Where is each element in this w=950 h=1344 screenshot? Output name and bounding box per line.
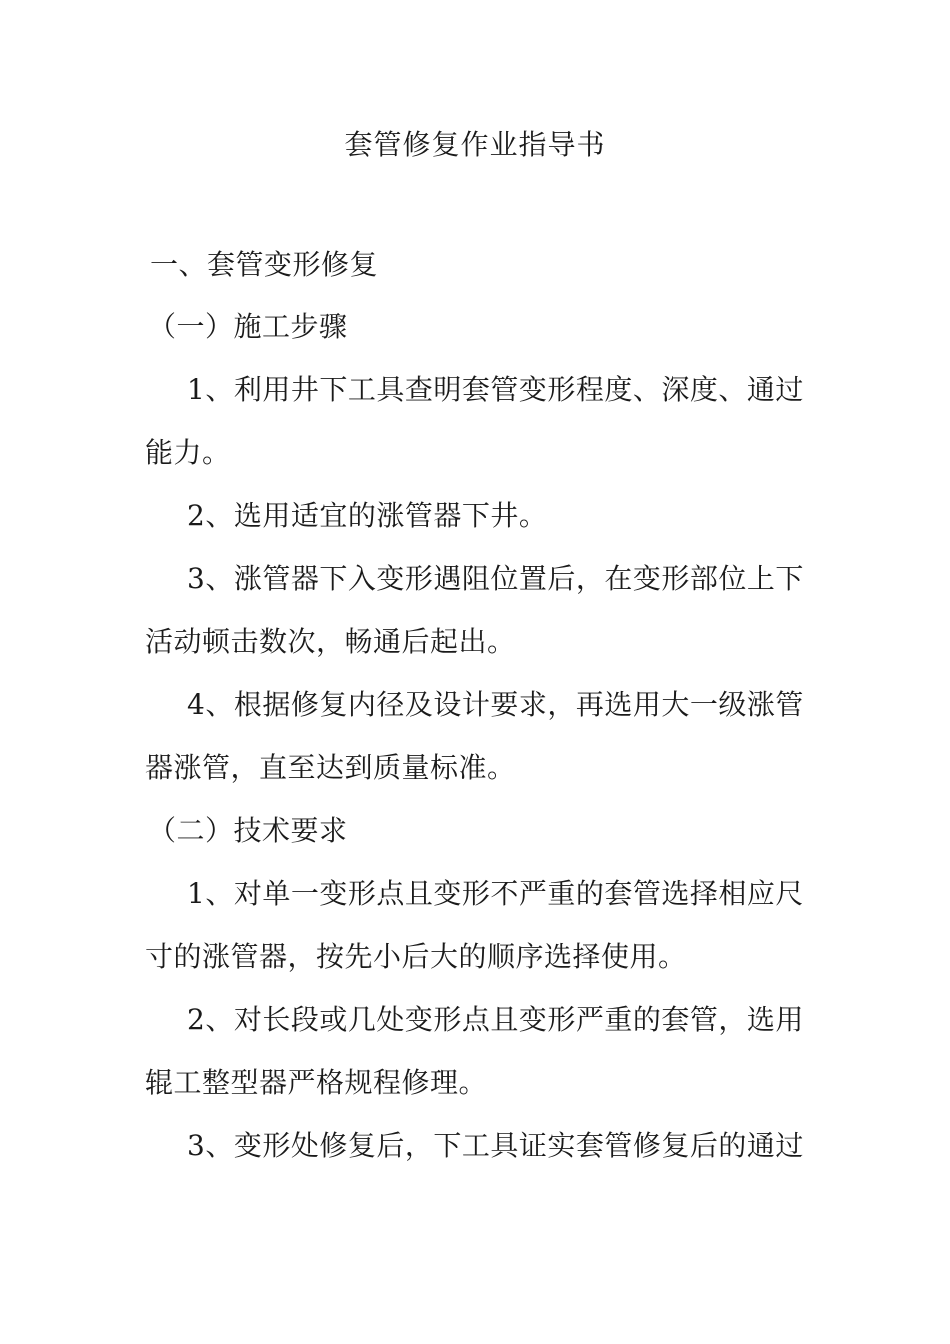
paragraph-line: 3、涨管器下入变形遇阻位置后，在变形部位上下 xyxy=(187,562,804,595)
paragraph-line: 1、对单一变形点且变形不严重的套管选择相应尺 xyxy=(187,877,804,910)
paragraph-line: 能力。 xyxy=(145,436,231,469)
paragraph-line: 1、利用井下工具查明套管变形程度、深度、通过 xyxy=(187,373,804,406)
paragraph-line: 辊工整型器严格规程修理。 xyxy=(145,1066,488,1099)
paragraph-line: 3、变形处修复后，下工具证实套管修复后的通过 xyxy=(187,1129,804,1162)
paragraph-line: 器涨管，直至达到质量标准。 xyxy=(145,751,516,784)
paragraph-line: 活动顿击数次，畅通后起出。 xyxy=(145,625,516,658)
paragraph-line: 寸的涨管器，按先小后大的顺序选择使用。 xyxy=(145,940,687,973)
subsection-heading-steps: （一）施工步骤 xyxy=(148,310,348,343)
paragraph-line: 2、对长段或几处变形点且变形严重的套管，选用 xyxy=(187,1003,804,1036)
document-title: 套管修复作业指导书 xyxy=(344,128,606,161)
subsection-heading-requirements: （二）技术要求 xyxy=(148,814,348,847)
paragraph-line: 2、选用适宜的涨管器下井。 xyxy=(187,499,548,532)
paragraph-line: 4、根据修复内径及设计要求，再选用大一级涨管 xyxy=(187,688,804,721)
section-heading: 一、套管变形修复 xyxy=(150,248,379,281)
